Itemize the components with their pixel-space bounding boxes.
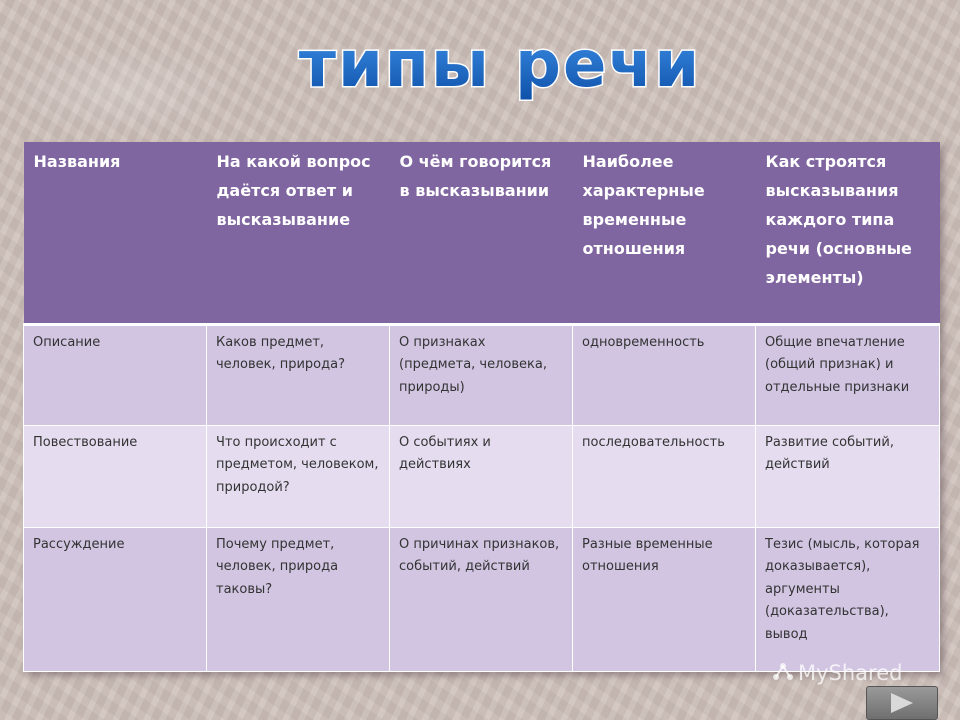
table-cell: последовательность [573, 425, 756, 527]
header-subject: О чём говорится в высказывании [390, 142, 573, 324]
table-cell: О признаках (предмета, человека, природы) [390, 324, 573, 425]
play-arrow-icon [891, 693, 913, 713]
table-cell: Что происходит с предметом, человеком, природой? [207, 425, 390, 527]
table-cell: Общие впечатление (общий признак) и отдельные признаки [756, 324, 940, 425]
next-slide-button[interactable] [866, 686, 938, 720]
table-cell: Тезис (мысль, которая доказывается), аргументы (доказательства), вывод [756, 527, 940, 671]
table-cell: О причинах признаков, событий, действий [390, 527, 573, 671]
table-cell: Развитие событий, действий [756, 425, 940, 527]
speech-types-table [23, 142, 940, 672]
table-row [24, 527, 940, 671]
table-cell: Рассуждение [24, 527, 207, 671]
table-cell: одновременность [573, 324, 756, 425]
header-time-relations: Наиболее характерные временные отношения [573, 142, 756, 324]
table-row [24, 324, 940, 425]
table-header-row [24, 142, 940, 324]
table-cell: Описание [24, 324, 207, 425]
table-cell: Разные временные отношения [573, 527, 756, 671]
watermark [772, 661, 902, 685]
table-cell: Почему предмет, человек, природа таковы? [207, 527, 390, 671]
watermark-text: MyShared [798, 661, 903, 685]
table-cell: Каков предмет, человек, природа? [207, 324, 390, 425]
header-structure: Как строятся высказывания каждого типа речи (основные элементы) [756, 142, 940, 324]
watermark-logo-icon [772, 662, 794, 684]
slide-title [230, 28, 770, 108]
table-cell: О событиях и действиях [390, 425, 573, 527]
header-names: Названия [24, 142, 207, 324]
title-text: типы речи [298, 28, 702, 102]
header-question: На какой вопрос даётся ответ и высказывание [207, 142, 390, 324]
table-cell: Повествование [24, 425, 207, 527]
table-row [24, 425, 940, 527]
